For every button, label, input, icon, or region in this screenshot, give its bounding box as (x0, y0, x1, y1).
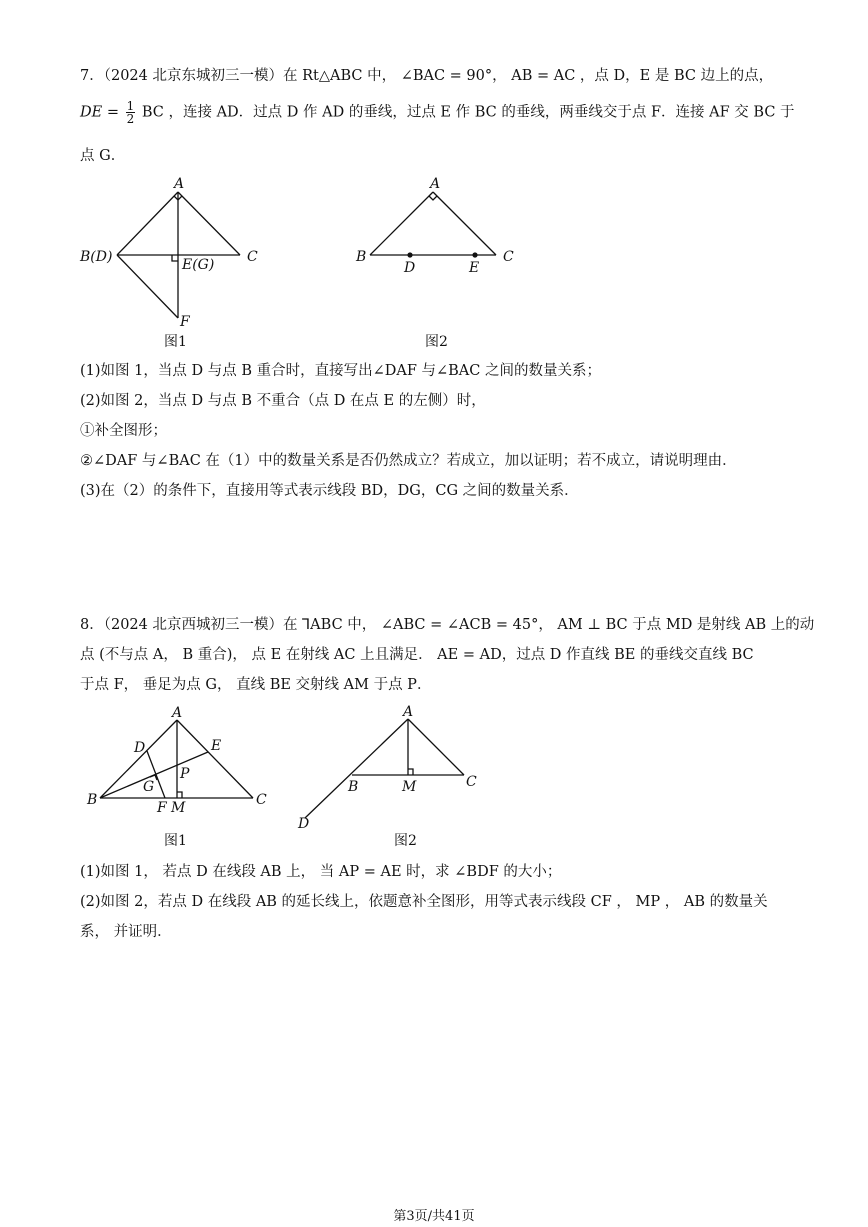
page-footer: 第3页/共41页 (393, 1209, 475, 1224)
q8f1-label-e: E (211, 738, 222, 754)
q7-stem-line3: 点 G． (80, 148, 126, 164)
q8f1-caption: 图1 (164, 833, 187, 849)
q8-part2b: 系， 并证明． (80, 924, 172, 940)
q8-part2a: (2)如图 2，若点 D 在线段 AB 的延长线上，依题意补全图形，用等式表示线段 CF ， MP ， AB 的数量关 (80, 894, 768, 910)
q7f2-caption: 图2 (425, 334, 448, 350)
q8f1-label-m: M (171, 800, 186, 816)
q8-stem-line3: 于点 F， 垂足为点 G， 直线 BE 交射线 AM 于点 P． (80, 677, 432, 693)
q8f2-segment-ad (305, 719, 408, 818)
q7f1-label-a: A (174, 176, 185, 192)
q7-part2a: ①补全图形； (80, 423, 167, 439)
q8f1-label-f: F (157, 800, 167, 816)
q8f2-caption: 图2 (394, 833, 417, 849)
q7-part2: (2)如图 2，当点 D 与点 B 不重合（点 D 在点 E 的左侧）时， (80, 393, 486, 409)
q7f1-label-c: C (247, 249, 258, 265)
q8f2-segment-ac (408, 719, 464, 775)
q7-stem-line1: 7．（2024 北京东城初三一模）在 Rt△ABC 中， ∠BAC = 90°， AB = AC ，点 D，E 是 BC 边上的点， (80, 68, 774, 84)
q8f1-label-d: D (134, 740, 146, 756)
q8f2-right-angle-m (408, 769, 413, 775)
q7f1-label-f: F (180, 314, 190, 330)
q7-part1: (1)如图 1，当点 D 与点 B 重合时，直接写出∠DAF 与∠BAC 之间的数量关系； (80, 363, 601, 379)
q7f1-label-eg: E(G) (182, 257, 215, 273)
q7f2-label-c: C (503, 249, 514, 265)
q8f1-label-c: C (256, 792, 267, 808)
q8-part1: (1)如图 1， 若点 D 在线段 AB 上， 当 AP = AE 时，求 ∠BDF 的大小； (80, 864, 562, 880)
q7-de-label: DE = (80, 104, 119, 121)
q7f2-label-e: E (469, 260, 480, 276)
q8-stem-line1: 8．（2024 北京西城初三一模）在 ⅂ABC 中， ∠ABC = ∠ACB = 45°， AM ⊥ BC 于点 MD 是射线 AB 上的动 (80, 617, 815, 633)
q7-part3: (3)在（2）的条件下，直接用等式表示线段 BD，DG，CG 之间的数量关系． (80, 483, 579, 499)
q7f1-caption: 图1 (164, 334, 187, 350)
q8f2-label-m: M (402, 779, 417, 795)
q7-part2b: ②∠DAF 与∠BAC 在（1）中的数量关系是否仍然成立？若成立，加以证明；若不成立，请说明理由． (80, 453, 737, 469)
q7-fraction-denominator: 2 (126, 112, 135, 126)
q8f1-label-a: A (172, 705, 183, 721)
q8f2-label-c: C (466, 774, 477, 790)
q7-stem-line2-text: BC ，连接 AD．过点 D 作 AD 的垂线，过点 E 作 BC 的垂线，两垂线交于点 F．连接 AF 交 BC 于 (141, 104, 795, 121)
q8f2-label-d: D (298, 816, 310, 832)
q7f2-label-a: A (430, 176, 441, 192)
q8f2-label-a: A (403, 704, 414, 720)
q7f2-label-b: B (356, 249, 367, 265)
q7f1-label-bd: B(D) (80, 249, 113, 265)
q8-stem-line2: 点 (不与点 A， B 重合)， 点 E 在射线 AC 上且满足． AE = AD，过点 D 作直线 BE 的垂线交直线 BC (80, 647, 754, 663)
q7f2-label-d: D (404, 260, 416, 276)
q8f1-label-b: B (87, 792, 98, 808)
q8f1-label-p: P (180, 766, 190, 782)
q8f1-label-g: G (143, 779, 155, 795)
q7-fraction-numerator: 1 (126, 99, 135, 113)
q8f2-label-b: B (348, 779, 359, 795)
